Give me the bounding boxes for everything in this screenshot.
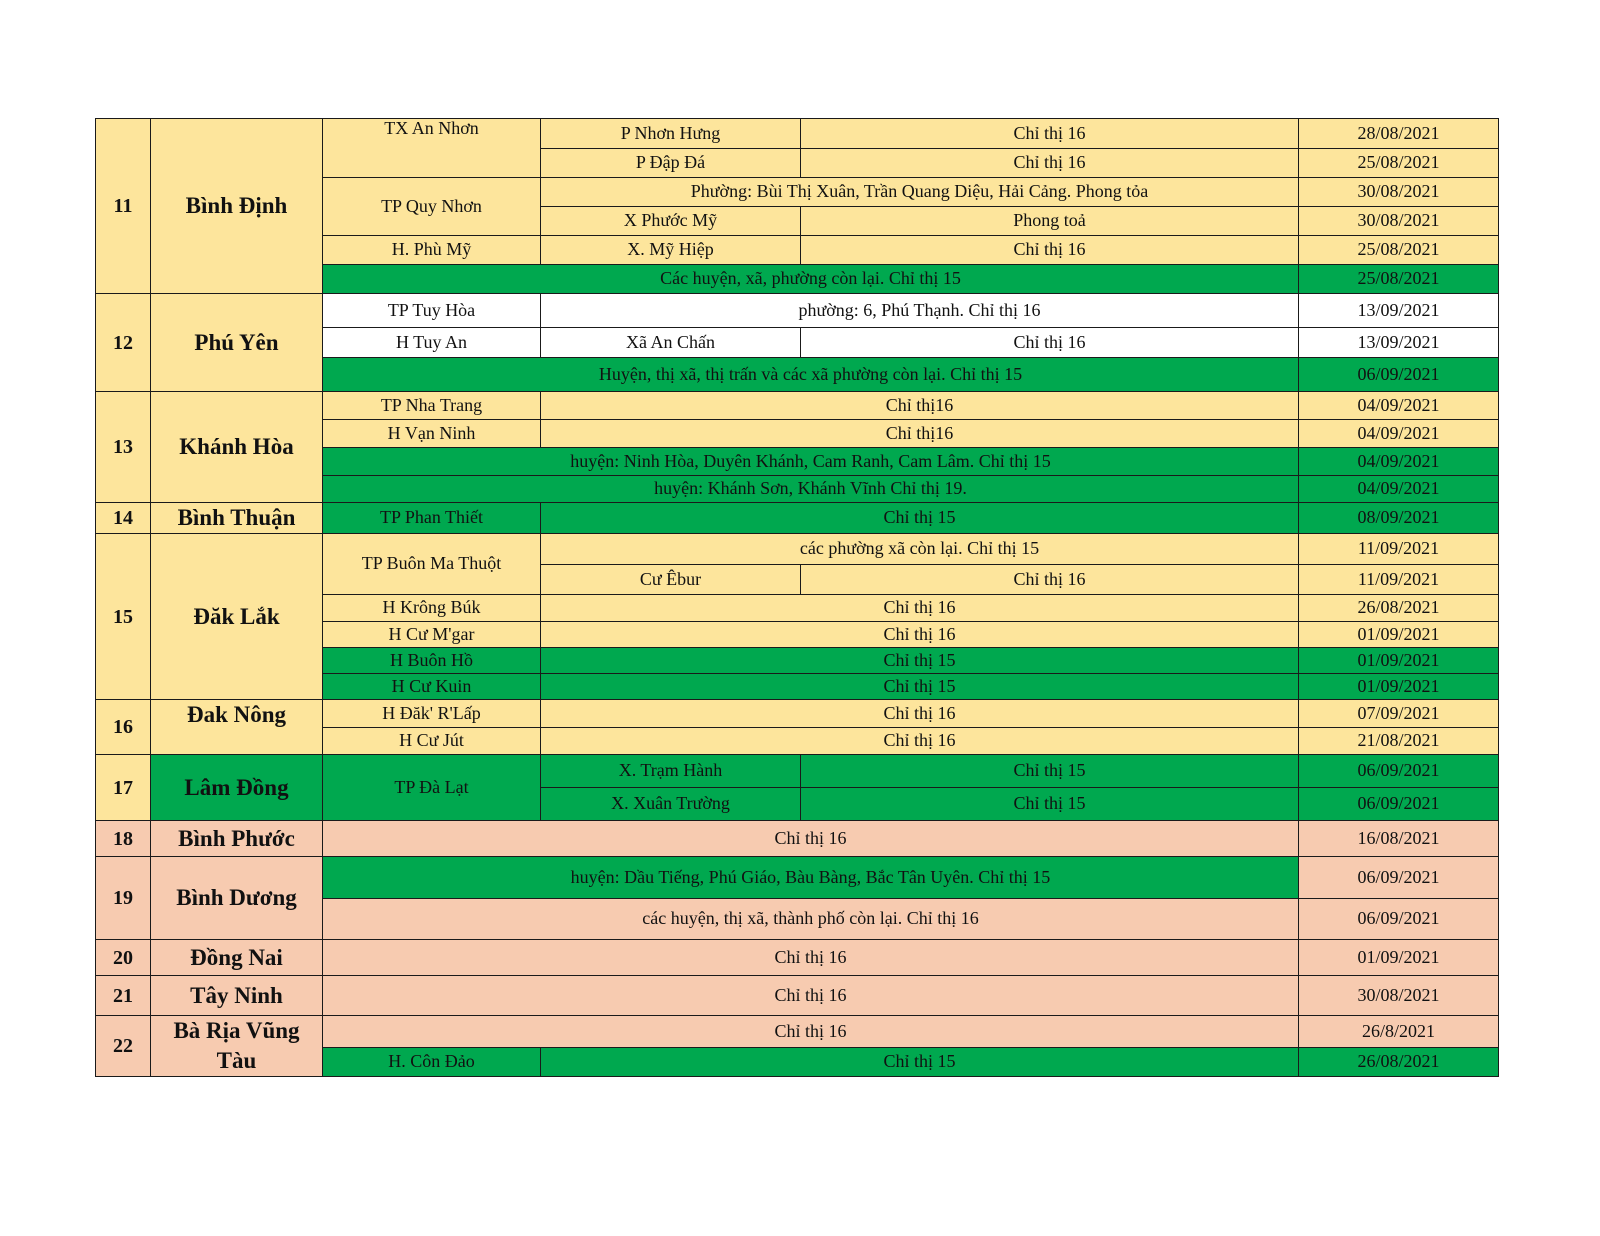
measure-cell: huyện: Khánh Sơn, Khánh Vĩnh Chỉ thị 19. [323,476,1299,503]
date-cell: 13/09/2021 [1299,328,1499,358]
province-name: Đak Nông [151,700,323,755]
district-cell: H Tuy An [323,328,541,358]
date-cell: 01/09/2021 [1299,940,1499,976]
date-cell: 06/09/2021 [1299,358,1499,392]
measure-cell: Chỉ thị 16 [801,565,1299,595]
date-cell: 30/08/2021 [1299,976,1499,1016]
province-name: Tây Ninh [151,976,323,1016]
measure-cell: Chỉ thị 16 [323,1016,1299,1048]
measure-cell: Chỉ thị 16 [541,700,1299,728]
measure-cell: Chỉ thị 16 [323,940,1299,976]
district-cell: TP Đà Lạt [323,755,541,821]
district-cell: H Cư Kuin [323,674,541,700]
district-cell: H Cư Jút [323,728,541,755]
province-name: Khánh Hòa [151,392,323,503]
date-cell: 04/09/2021 [1299,420,1499,448]
measure-cell: Chỉ thị 16 [541,595,1299,622]
row-number: 12 [96,294,151,392]
measure-cell: các phường xã còn lại. Chỉ thị 15 [541,534,1299,565]
measure-cell: Chỉ thị 16 [801,119,1299,149]
ward-cell: X Phước Mỹ [541,207,801,236]
district-cell: H Vạn Ninh [323,420,541,448]
date-cell: 04/09/2021 [1299,448,1499,476]
province-name: Bà Rịa Vũng Tàu [151,1016,323,1077]
date-cell: 11/09/2021 [1299,565,1499,595]
province-name: Đăk Lắk [151,534,323,700]
date-cell: 30/08/2021 [1299,207,1499,236]
date-cell: 07/09/2021 [1299,700,1499,728]
date-cell: 25/08/2021 [1299,149,1499,178]
date-cell: 25/08/2021 [1299,265,1499,294]
row-number: 11 [96,119,151,294]
measure-cell: Chỉ thị 15 [801,755,1299,788]
ward-cell: Cư Êbur [541,565,801,595]
district-cell: H Krông Búk [323,595,541,622]
measure-cell: Phong toả [801,207,1299,236]
measure-cell: Huyện, thị xã, thị trấn và các xã phường còn lại. Chỉ thị 15 [323,358,1299,392]
date-cell: 26/08/2021 [1299,595,1499,622]
date-cell: 01/09/2021 [1299,622,1499,648]
measure-cell: Chỉ thị16 [541,392,1299,420]
restriction-table [95,118,1499,1077]
date-cell: 13/09/2021 [1299,294,1499,328]
measure-cell: Chỉ thị 15 [801,788,1299,821]
date-cell: 06/09/2021 [1299,755,1499,788]
ward-cell: X. Trạm Hành [541,755,801,788]
measure-cell: Các huyện, xã, phường còn lại. Chỉ thị 15 [323,265,1299,294]
measure-cell: phường: 6, Phú Thạnh. Chỉ thị 16 [541,294,1299,328]
date-cell: 01/09/2021 [1299,674,1499,700]
ward-cell: Xã An Chấn [541,328,801,358]
district-cell: TP Tuy Hòa [323,294,541,328]
date-cell: 25/08/2021 [1299,236,1499,265]
district-cell: TP Quy Nhơn [323,178,541,236]
date-cell: 21/08/2021 [1299,728,1499,755]
date-cell: 26/8/2021 [1299,1016,1499,1048]
measure-cell: các huyện, thị xã, thành phố còn lại. Chỉ thị 16 [323,899,1299,940]
date-cell: 16/08/2021 [1299,821,1499,857]
measure-cell: Chỉ thị 16 [323,976,1299,1016]
date-cell: 04/09/2021 [1299,392,1499,420]
measure-cell: Chỉ thị 15 [541,1047,1299,1076]
province-name: Bình Định [151,119,323,294]
measure-cell: Chỉ thị 15 [541,674,1299,700]
date-cell: 04/09/2021 [1299,476,1499,503]
row-number: 14 [96,503,151,534]
measure-cell: Chỉ thị 16 [801,149,1299,178]
measure-cell: Chỉ thị16 [541,420,1299,448]
date-cell: 28/08/2021 [1299,119,1499,149]
measure-cell: Chỉ thị 15 [541,503,1299,534]
district-cell: TP Phan Thiết [323,503,541,534]
row-number: 20 [96,940,151,976]
row-number: 19 [96,857,151,940]
district-cell: TX An Nhơn [323,119,541,178]
district-cell: TP Buôn Ma Thuột [323,534,541,595]
measure-cell: Chỉ thị 15 [541,648,1299,674]
row-number: 22 [96,1016,151,1077]
measure-cell: Chỉ thị 16 [801,328,1299,358]
ward-cell: X. Xuân Trường [541,788,801,821]
date-cell: 06/09/2021 [1299,899,1499,940]
date-cell: 30/08/2021 [1299,178,1499,207]
row-number: 21 [96,976,151,1016]
province-name: Đồng Nai [151,940,323,976]
date-cell: 08/09/2021 [1299,503,1499,534]
measure-cell: Chỉ thị 16 [541,728,1299,755]
ward-cell: X. Mỹ Hiệp [541,236,801,265]
measure-cell: Chỉ thị 16 [801,236,1299,265]
province-name: Phú Yên [151,294,323,392]
date-cell: 06/09/2021 [1299,857,1499,899]
row-number: 18 [96,821,151,857]
district-cell: H Buôn Hồ [323,648,541,674]
district-cell: H Cư M'gar [323,622,541,648]
row-number: 15 [96,534,151,700]
measure-cell: huyện: Ninh Hòa, Duyên Khánh, Cam Ranh, Cam Lâm. Chỉ thị 15 [323,448,1299,476]
date-cell: 06/09/2021 [1299,788,1499,821]
row-number: 17 [96,755,151,821]
date-cell: 11/09/2021 [1299,534,1499,565]
province-name: Lâm Đồng [151,755,323,821]
row-number: 13 [96,392,151,503]
province-name: Bình Thuận [151,503,323,534]
date-cell: 01/09/2021 [1299,648,1499,674]
district-cell: H. Phù Mỹ [323,236,541,265]
district-cell: H Đăk' R'Lấp [323,700,541,728]
province-name: Bình Dương [151,857,323,940]
measure-cell: Chỉ thị 16 [541,622,1299,648]
measure-cell: Phường: Bùi Thị Xuân, Trần Quang Diệu, Hải Cảng. Phong tỏa [541,178,1299,207]
measure-cell: huyện: Dầu Tiếng, Phú Giáo, Bàu Bàng, Bắc Tân Uyên. Chỉ thị 15 [323,857,1299,899]
row-number: 16 [96,700,151,755]
measure-cell: Chỉ thị 16 [323,821,1299,857]
ward-cell: P Đập Đá [541,149,801,178]
district-cell: TP Nha Trang [323,392,541,420]
province-name: Bình Phước [151,821,323,857]
district-cell: H. Côn Đảo [323,1047,541,1076]
ward-cell: P Nhơn Hưng [541,119,801,149]
date-cell: 26/08/2021 [1299,1047,1499,1076]
